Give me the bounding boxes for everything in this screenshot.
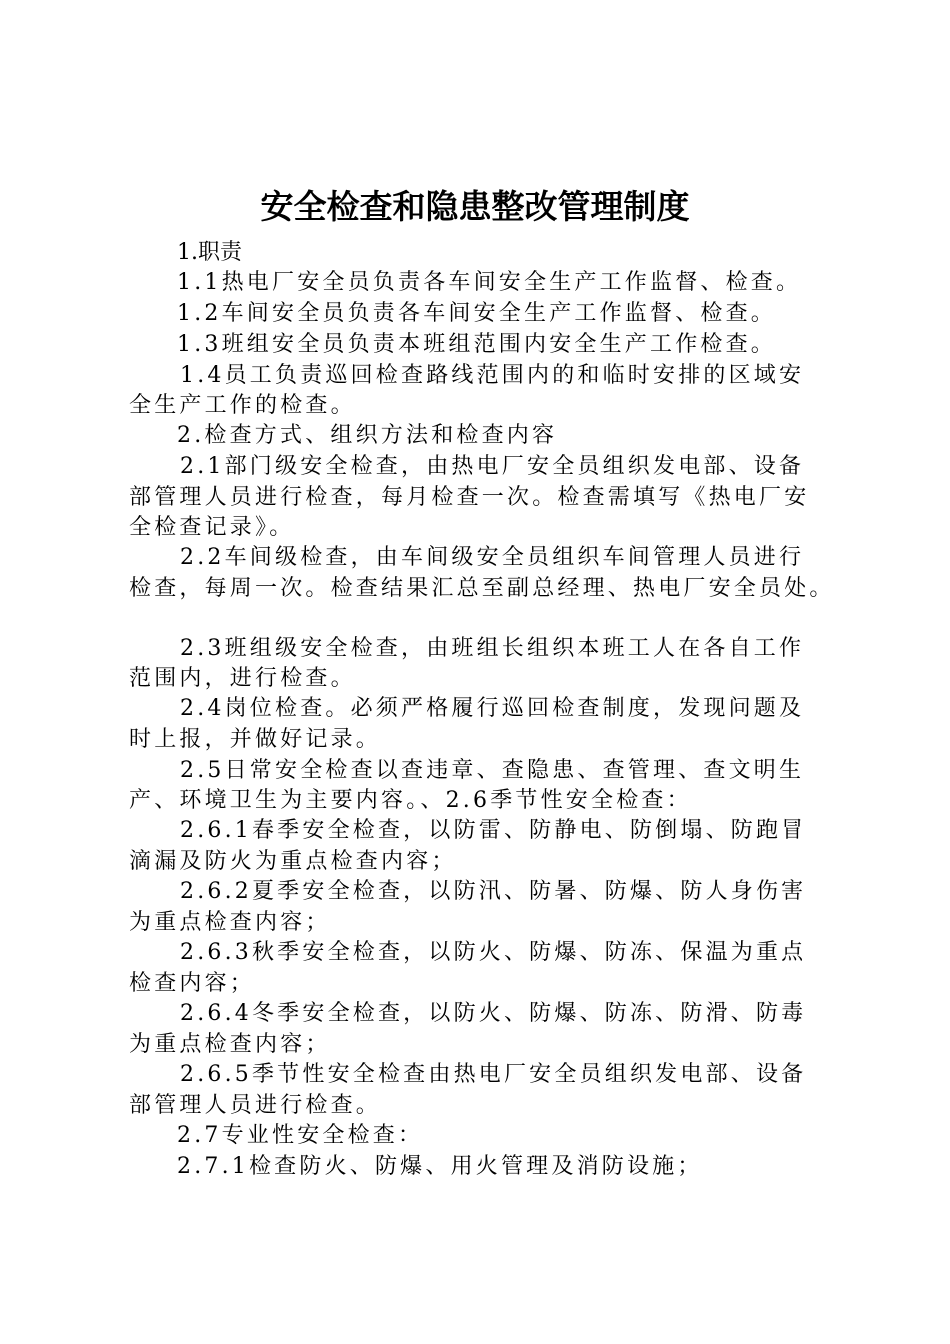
text-line: 2.7.1检查防火、防爆、用火管理及消防设施；	[177, 1154, 703, 1179]
text-line: 2.6.1春季安全检查，以防雷、防静电、防倒塌、防跑冒	[180, 818, 807, 843]
text-line: 为重点检查内容；	[129, 910, 331, 935]
text-line: 为重点检查内容；	[129, 1032, 331, 1057]
document-title: 安全检查和隐患整改管理制度	[260, 187, 690, 226]
text-line: 1.3班组安全员负责本班组范围内安全生产工作检查。	[177, 332, 776, 357]
text-line: 部管理人员进行检查。	[129, 1093, 382, 1118]
text-line: 2.2车间级检查，由车间级安全员组织车间管理人员进行	[180, 545, 805, 570]
text-line: 产、环境卫生为主要内容。、2.6季节性安全检查：	[129, 788, 692, 813]
text-line: 全检查记录》。	[129, 515, 295, 540]
text-line: 部管理人员进行检查，每月检查一次。检查需填写《热电厂安	[129, 485, 810, 510]
text-line: 滴漏及防火为重点检查内容；	[129, 849, 457, 874]
text-line: 1.4员工负责巡回检查路线范围内的和临时安排的区域安	[180, 363, 805, 388]
text-line: 2.3班组级安全检查，由班组长组织本班工人在各自工作	[180, 636, 805, 661]
text-line: 2.检查方式、组织方法和检查内容	[177, 423, 558, 448]
text-line: 1.职责	[177, 240, 242, 265]
text-line: 2.6.2夏季安全检查，以防汛、防暑、防爆、防人身伤害	[180, 879, 807, 904]
text-line: 范围内，进行检查。	[129, 666, 356, 691]
text-line: 2.6.3秋季安全检查，以防火、防爆、防冻、保温为重点	[180, 940, 807, 965]
text-line: 检查内容；	[129, 971, 256, 996]
text-line: 2.7专业性安全检查：	[177, 1123, 424, 1148]
text-line: 2.1部门级安全检查，由热电厂安全员组织发电部、设备	[180, 454, 805, 479]
text-line: 时上报，并做好记录。	[129, 727, 382, 752]
text-line: 全生产工作的检查。	[129, 393, 356, 418]
text-line: 1.1热电厂安全员负责各车间安全生产工作监督、检查。	[177, 270, 802, 295]
text-line: 检查，每周一次。检查结果汇总至副总经理、热电厂安全员处。	[129, 576, 835, 601]
text-line: 2.6.4冬季安全检查，以防火、防爆、防冻、防滑、防毒	[180, 1001, 807, 1026]
text-line: 2.6.5季节性安全检查由热电厂安全员组织发电部、设备	[180, 1062, 807, 1087]
text-line: 1.2车间安全员负责各车间安全生产工作监督、检查。	[177, 301, 776, 326]
text-line: 2.4岗位检查。必须严格履行巡回检查制度，发现问题及	[180, 696, 805, 721]
text-line: 2.5日常安全检查以查违章、查隐患、查管理、查文明生	[180, 758, 805, 783]
